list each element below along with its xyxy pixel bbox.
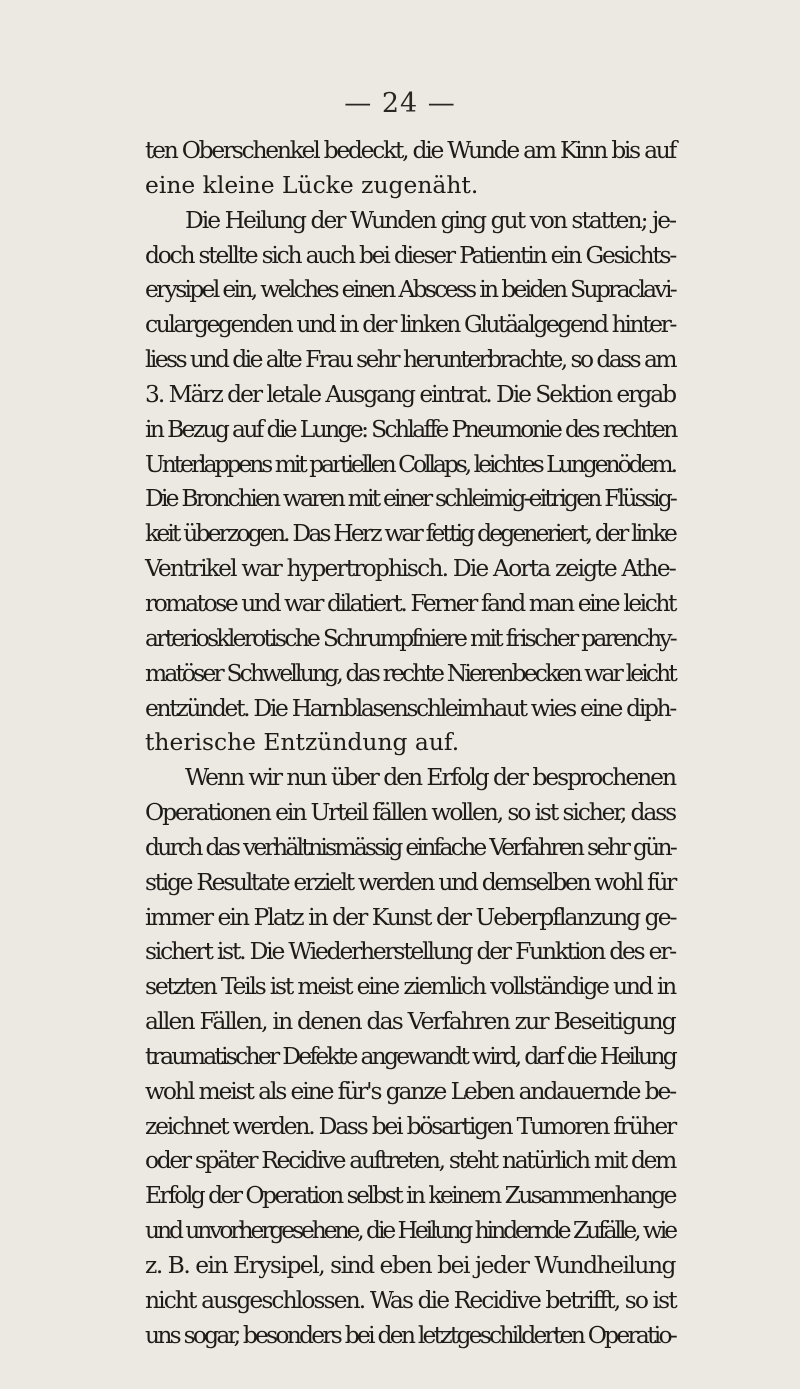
body-text bbox=[145, 133, 675, 1353]
text-line: erysipel ein, welches einen Abscess in beiden Supraclavi- bbox=[145, 275, 675, 304]
text-line: allen Fällen, in denen das Verfahren zur Beseitigung bbox=[145, 1007, 675, 1036]
text-line: Die Bronchien waren mit einer schleimig-eitrigen Flüssig- bbox=[145, 484, 676, 513]
text-line: immer ein Platz in der Kunst der Ueberpflanzung ge- bbox=[145, 902, 676, 931]
text-line: arteriosklerotische Schrumpfniere mit frischer parenchy- bbox=[145, 623, 675, 652]
text-line: z. B. ein Erysipel, sind eben bei jeder Wundheilung bbox=[145, 1251, 675, 1279]
text-line: durch das verhältnismässig einfache Verfahren sehr gün- bbox=[145, 832, 675, 861]
text-line: entzündet. Die Harnblasenschleimhaut wies eine diph- bbox=[145, 693, 675, 722]
text-line: Die Heilung der Wunden ging gut von statten; je- bbox=[185, 205, 676, 234]
text-line: setzten Teils ist meist eine ziemlich vollständige und in bbox=[145, 972, 676, 1001]
text-line: therische Entzündung auf. bbox=[145, 728, 460, 757]
text-line: in Bezug auf die Lunge: Schlaffe Pneumonie des rechten bbox=[145, 414, 676, 443]
text-line: Operationen ein Urteil fällen wollen, so ist sicher, dass bbox=[145, 798, 676, 827]
text-line: Wenn wir nun über den Erfolg der besprochenen bbox=[185, 763, 676, 792]
text-line: eine kleine Lücke zugenäht. bbox=[145, 170, 479, 199]
text-line: liess und die alte Frau sehr herunterbrachte, so dass am bbox=[145, 345, 676, 374]
text-line: und unvorhergesehene, die Heilung hindernde Zufälle, wie bbox=[145, 1216, 675, 1245]
text-line: 3. März der letale Ausgang eintrat. Die Sektion ergab bbox=[145, 379, 675, 408]
text-line: nicht ausgeschlossen. Was die Recidive betrifft, so ist bbox=[145, 1285, 676, 1314]
text-line: oder später Recidive auftreten, steht natürlich mit dem bbox=[145, 1146, 675, 1175]
text-line: romatose und war dilatiert. Ferner fand man eine leicht bbox=[145, 588, 676, 617]
text-line: sichert ist. Die Wiederherstellung der Funktion des er- bbox=[145, 937, 676, 966]
text-line: matöser Schwellung, das rechte Nierenbecken war leicht bbox=[145, 658, 675, 687]
text-line: culargegenden und in der linken Glutäalgegend hinter- bbox=[145, 310, 675, 339]
text-line: traumatischer Defekte angewandt wird, darf die Heilung bbox=[145, 1041, 675, 1070]
text-line: zeichnet werden. Dass bei bösartigen Tumoren früher bbox=[145, 1111, 675, 1140]
text-line: wohl meist als eine für's ganze Leben andauernde be- bbox=[145, 1076, 675, 1105]
text-line: ten Oberschenkel bedeckt, die Wunde am Kinn bis auf bbox=[145, 136, 675, 164]
text-line: stige Resultate erzielt werden und demselben wohl für bbox=[145, 867, 675, 896]
text-line: keit überzogen. Das Herz war fettig degeneriert, der linke bbox=[145, 519, 675, 548]
page-number: — 24 — bbox=[344, 88, 456, 119]
text-line: doch stellte sich auch bei dieser Patientin ein Gesichts- bbox=[145, 240, 676, 269]
text-line: Unterlappens mit partiellen Collaps, leichtes Lungenödem. bbox=[145, 449, 676, 478]
text-line: Ventrikel war hypertrophisch. Die Aorta zeigte Athe- bbox=[145, 554, 676, 583]
text-line: Erfolg der Operation selbst in keinem Zusammenhange bbox=[145, 1181, 675, 1210]
text-line: uns sogar, besonders bei den letztgeschilderten Operatio- bbox=[145, 1320, 675, 1349]
